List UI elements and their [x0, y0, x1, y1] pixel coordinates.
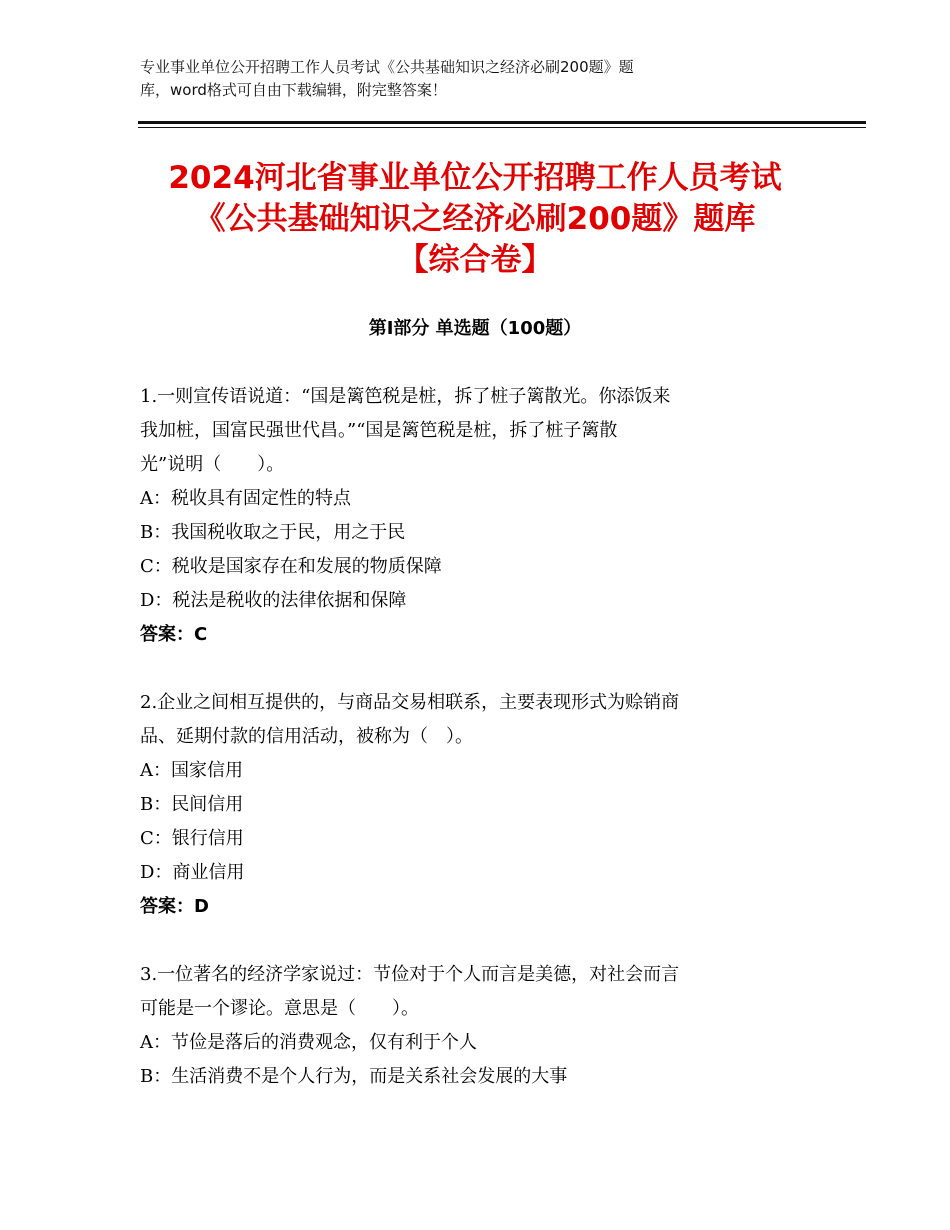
section-heading: 第Ⅰ部分 单选题（100题） — [368, 318, 582, 339]
question-2-stem-line-1: 2.企业之间相互提供的，与商品交易相联系，主要表现形式为赊销商 — [140, 692, 680, 713]
question-1-stem-line-1: 1.一则宣传语说道：“国是篱笆税是桩，拆了桩子篱散光。你添饭来 — [140, 386, 671, 407]
question-1-option-b: B：我国税收取之于民，用之于民 — [140, 522, 406, 543]
question-3-option-a: A：节俭是落后的消费观念，仅有利于个人 — [140, 1032, 477, 1053]
question-2-option-c: C：银行信用 — [140, 828, 244, 849]
question-2-answer: 答案：D — [140, 896, 209, 917]
header-note-line-1: 专业事业单位公开招聘工作人员考试《公共基础知识之经济必刷200题》题 — [140, 58, 634, 76]
question-3 — [140, 958, 810, 1094]
header-divider-thin — [138, 127, 866, 128]
question-3-stem-line-2: 可能是一个谬论。意思是（ ）。 — [140, 998, 419, 1019]
question-2-stem-line-2: 品、延期付款的信用活动，被称为（ ）。 — [140, 726, 473, 747]
question-3-stem-line-1: 3.一位著名的经济学家说过：节俭对于个人而言是美德，对社会而言 — [140, 964, 680, 985]
document-title-line-2: 《公共基础知识之经济必刷200题》题库 — [194, 201, 756, 237]
document-title-line-1: 2024河北省事业单位公开招聘工作人员考试 — [168, 160, 782, 196]
question-1-answer: 答案：C — [140, 624, 208, 645]
header-note — [140, 56, 770, 102]
question-2-option-d: D：商业信用 — [140, 862, 245, 883]
document-title — [100, 158, 850, 281]
question-list — [140, 380, 810, 1128]
question-2 — [140, 686, 810, 924]
header-divider-thick — [138, 121, 866, 124]
question-2-option-b: B：民间信用 — [140, 794, 244, 815]
question-1-stem-line-2: 我加桩，国富民强世代昌。”“国是篱笆税是桩，拆了桩子篱散 — [140, 420, 618, 441]
question-1-stem-line-3: 光”说明（ ）。 — [140, 454, 285, 475]
document-title-line-3: 【综合卷】 — [397, 242, 553, 278]
question-1-option-c: C：税收是国家存在和发展的物质保障 — [140, 556, 442, 577]
question-3-option-b: B：生活消费不是个人行为，而是关系社会发展的大事 — [140, 1066, 568, 1087]
header-note-line-2: 库，word格式可自由下载编辑，附完整答案！ — [140, 81, 447, 99]
question-2-option-a: A：国家信用 — [140, 760, 243, 781]
question-1-option-a: A：税收具有固定性的特点 — [140, 488, 351, 509]
question-1-option-d: D：税法是税收的法律依据和保障 — [140, 590, 407, 611]
question-1 — [140, 380, 810, 652]
